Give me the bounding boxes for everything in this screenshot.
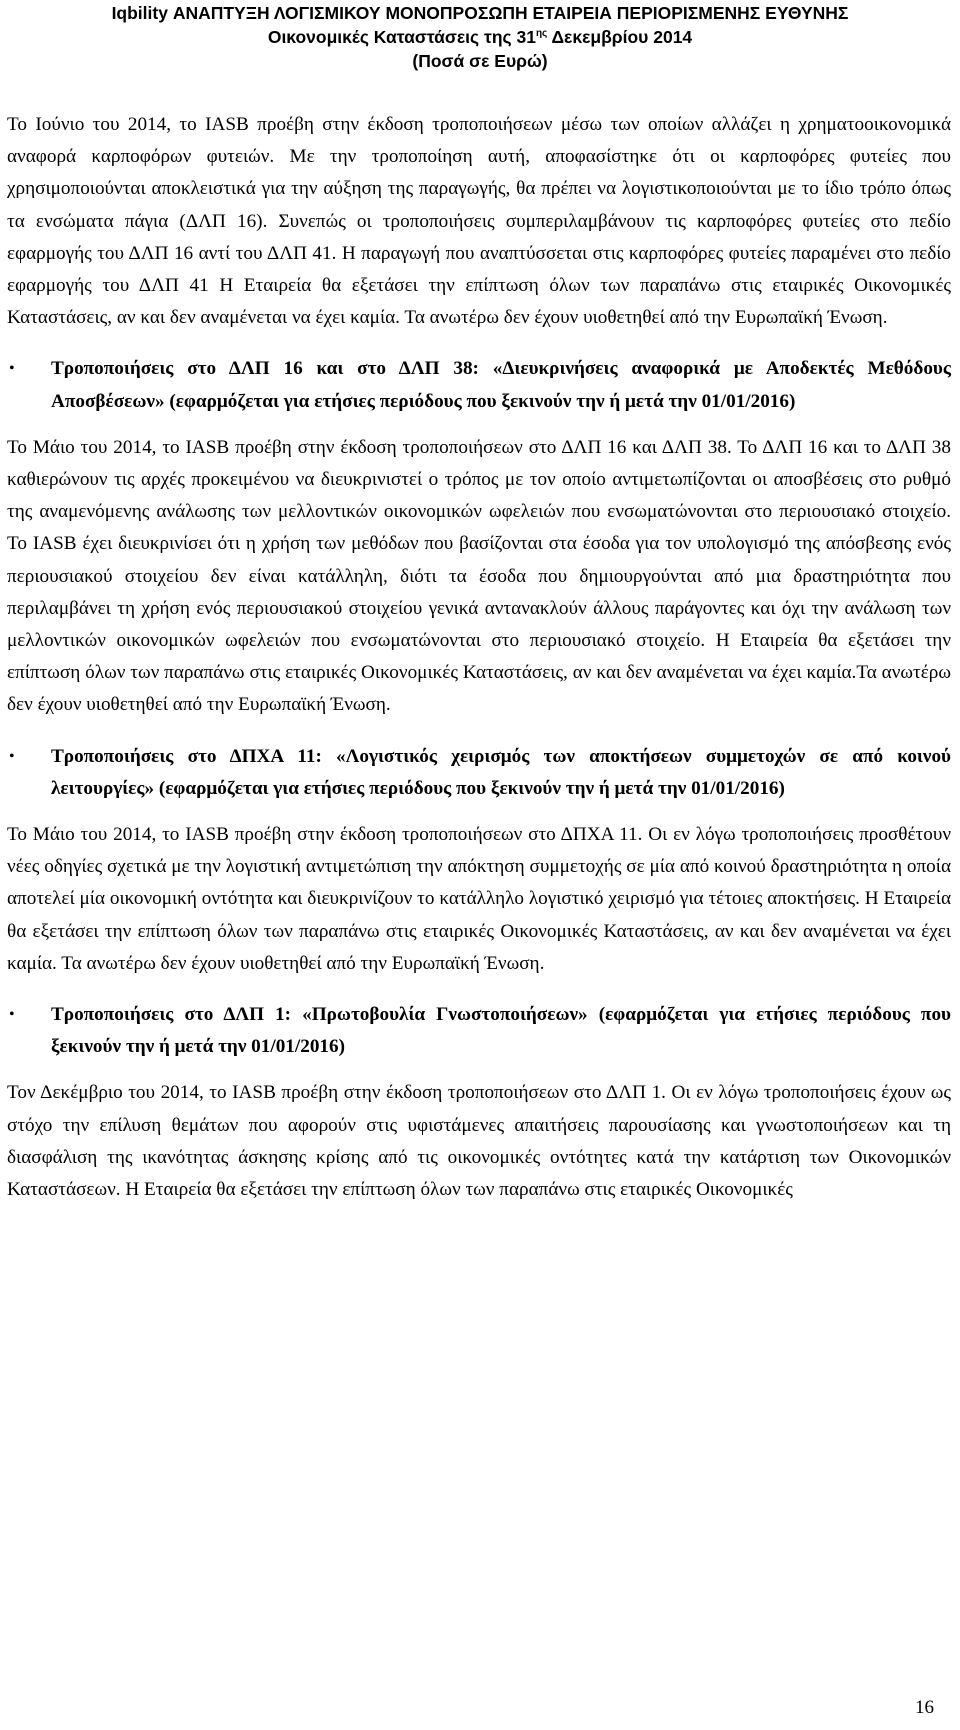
company-name: Iqbility ΑΝΑΠΤΥΞΗ ΛΟΓΙΣΜΙΚΟΥ ΜΟΝΟΠΡΟΣΩΠΗ ΕΤΑΙΡΕΙΑ ΠΕΡΙΟΡΙΣΜΕΝΗΣ ΕΥΘΥΝΗΣ [111,3,849,23]
paragraph-disclosure-initiative: Τον Δεκέμβριο του 2014, το IASB προέβη στην έκδοση τροποποιήσεων στο ΔΛΠ 1. Οι εν λόγω τροποποιήσεις έχουν ως στόχο την επίλυση θεμάτων που αφορούν στις υφιστάμενες απαιτήσεις παρουσίασης και γνωστοποιήσεων και τη διασφάλιση της ικανότητας άσκησης κρίσης από τις οικονομικές οντότητες κατά την κατάρτιση των Οικονομικών Καταστάσεων. Η Εταιρεία θα εξετάσει την επίπτωση όλων των παραπάνω στις εταιρικές Οικονομικές [7,1082,951,1201]
paragraph-joint-operations: Το Μάιο του 2014, το IASB προέβη στην έκδοση τροποποιήσεων στο ΔΠΧΑ 11. Οι εν λόγω τροποποιήσεις προσθέτουν νέες οδηγίες σχετικά με την λογιστική αντιμετώπιση την απόκτηση συμμετοχής σε μία από κοινού δραστηριότητα η οποία αποτελεί μία οικονομική οντότητα και διευκρινίζουν το κατάλληλο λογιστικό χειρισμό για τέτοιες αποκτήσεις. Η Εταιρεία θα εξετάσει την επίπτωση όλων των παραπάνω στις εταιρικές Οικονομικές Καταστάσεις, αν και δεν αναμένεται να έχει καμία. Τα ανωτέρω δεν έχουν υιοθετηθεί από την Ευρωπαϊκή Ένωση. [7,824,951,974]
bullet-icon: • [9,1006,15,1024]
paragraph-bearer-plants: Το Ιούνιο του 2014, το IASB προέβη στην έκδοση τροποποιήσεων μέσω των οποίων αλλάζει η χρηματοοικονομικά αναφορά καρποφόρων φυτειών. Με την τροποποίηση αυτή, αποφασίστηκε ότι οι καρποφόρες φυτείες που χρησιμοποιούνται αποκλειστικά για την αύξηση της παραγωγής, θα πρέπει να λογιστικοποιούνται με το ίδιο τρόπο όπως τα ενσώματα πάγια (ΔΛΠ 16). Συνεπώς οι τροποποιήσεις συμπεριλαμβάνουν τις καρποφόρες φυτείες στο πεδίο εφαρμογής του ΔΛΠ 16 αντί του ΔΛΠ 41. Η παραγωγή που αναπτύσσεται στις καρποφόρες φυτείες παραμένει στο πεδίο εφαρμογής του ΔΛΠ 41 Η Εταιρεία θα εξετάσει την επίπτωση όλων των παραπάνω στις εταιρικές Οικονομικές Καταστάσεις, αν και δεν αναμένεται να έχει καμία. Τα ανωτέρω δεν έχουν υιοθετηθεί από την Ευρωπαϊκή Ένωση. [7,114,951,329]
heading-text: Τροποποιήσεις στο ΔΠΧΑ 11: «Λογιστικός χειρισμός των αποκτήσεων συμμετοχών σε από κοινού λειτουργίες» (εφαρμόζεται για ετήσιες περιόδους που ξεκινούν την ή μετά την 01/01/2016) [51,745,951,799]
heading-ias16-ias38 [7,353,951,417]
paragraph-depreciation: Το Μάιο του 2014, το IASB προέβη στην έκδοση τροποποιήσεων στο ΔΛΠ 16 και ΔΛΠ 38. Το ΔΛΠ 16 και το ΔΛΠ 38 καθιερώνουν τις αρχές προκειμένου να διευκρινιστεί ο τρόπος με τον οποίο αντιμετωπίζονται οι αποσβέσεις στο ρυθμό της αναμενόμενης ανάλωσης των μελλοντικών οικονομικών ωφελειών που ενσωματώνονται στο περιουσιακό στοιχείο. Το IASB έχει διευκρινίσει ότι η χρήση των μεθόδων που βασίζονται στα έσοδα για τον υπολογισμό της απόσβεσης ενός περιουσιακού στοιχείου δεν είναι κατάλληλη, διότι τα έσοδα που δημιουργούνται από μια δραστηριότητα που περιλαμβάνει τη χρήση ενός περιουσιακού στοιχείου γενικά αντανακλούν άλλους παράγοντες και όχι την ανάλωση των μελλοντικών οικονομικών ωφελειών που ενσωματώνονται στο περιουσιακό στοιχείο. Η Εταιρεία θα εξετάσει την επίπτωση όλων των παραπάνω στις εταιρικές Οικονομικές Καταστάσεις, αν και δεν αναμένεται να έχει καμία.Τα ανωτέρω δεν έχουν υιοθετηθεί από την Ευρωπαϊκή Ένωση. [7,436,951,716]
heading-ias1 [7,999,951,1063]
heading-ifrs11 [7,741,951,805]
statements-title: Οικονομικές Καταστάσεις της $31^{\eta\varsigma}$ Δεκεμβρίου 2014 [267,27,693,47]
bullet-icon: • [9,360,15,378]
document-body [7,109,951,1206]
page-number: 16 [915,1697,934,1718]
currency-note: (Ποσά σε Ευρώ) [412,51,548,71]
heading-text: Τροποποιήσεις στο ΔΛΠ 1: «Πρωτοβουλία Γνωστοποιήσεων» (εφαρμόζεται για ετήσιες περιόδους που ξεκινούν την ή μετά την 01/01/2016) [51,1004,951,1058]
bullet-icon: • [9,747,15,765]
heading-text: Τροποποιήσεις στο ΔΛΠ 16 και στο ΔΛΠ 38: «Διευκρινήσεις αναφορικά με Αποδεκτές Μεθόδους Αποσβέσεων» (εφαρμόζεται για ετήσιες περιόδους που ξεκινούν την ή μετά την 01/01/2016) [51,358,951,412]
